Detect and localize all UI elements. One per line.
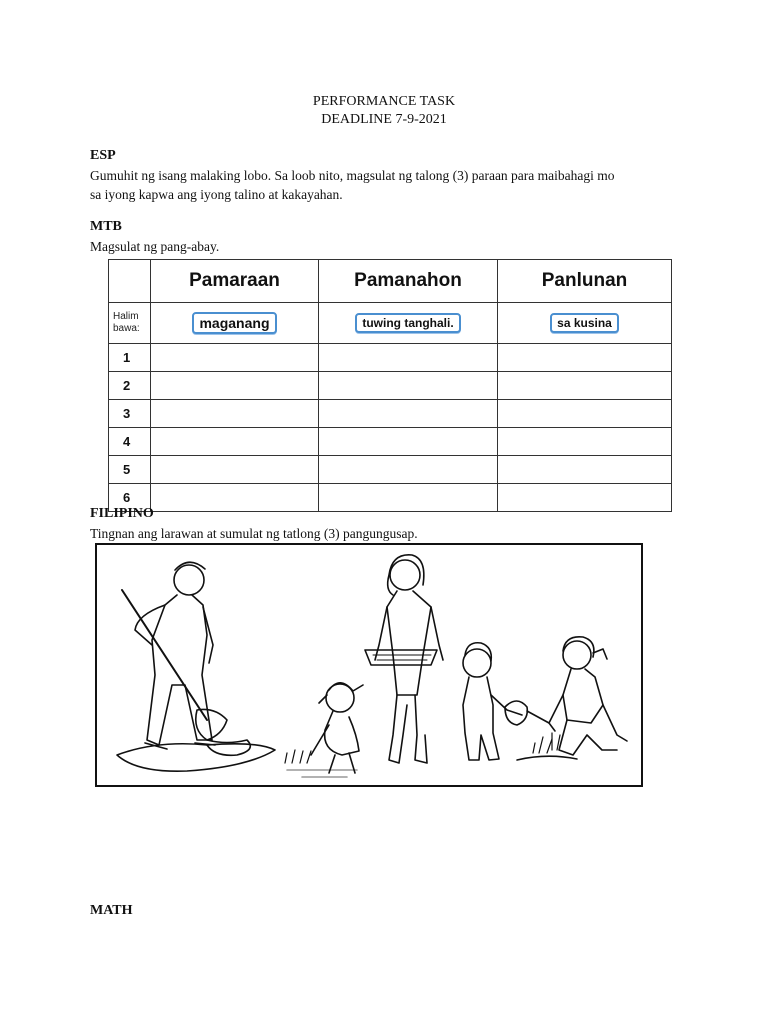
answer-cell[interactable]: [319, 428, 498, 456]
example-label: [109, 303, 151, 344]
table-row: [109, 344, 672, 372]
answer-cell[interactable]: [151, 428, 319, 456]
answer-cell[interactable]: [319, 484, 498, 512]
example-cell: [498, 303, 672, 344]
esp-heading: ESP: [90, 148, 116, 163]
boy-watering-figure: [463, 643, 560, 760]
answer-cell[interactable]: [319, 400, 498, 428]
girl-crouching-figure: [533, 637, 627, 755]
table-row: [109, 456, 672, 484]
mtb-heading: MTB: [90, 219, 122, 234]
table-corner-cell: [109, 260, 151, 303]
answer-cell[interactable]: [498, 456, 672, 484]
row-number: 5: [109, 456, 151, 484]
example-word: maganang: [192, 312, 276, 334]
row-number: 6: [109, 484, 151, 512]
answer-cell[interactable]: [151, 344, 319, 372]
esp-instruction: [90, 166, 690, 204]
table-header-row: [109, 260, 672, 303]
row-number: 1: [109, 344, 151, 372]
row-number: 3: [109, 400, 151, 428]
example-word: sa kusina: [550, 313, 619, 333]
column-header: Pamanahon: [319, 260, 498, 303]
example-cell: [319, 303, 498, 344]
column-header: Panlunan: [498, 260, 672, 303]
example-label-line2: bawa:: [113, 323, 140, 334]
family-gardening-illustration: [95, 543, 643, 787]
adverb-table: [108, 259, 671, 505]
ground-line: [517, 756, 577, 760]
father-figure: [122, 562, 250, 755]
answer-cell[interactable]: [319, 344, 498, 372]
illustration-svg: [97, 545, 640, 784]
dirt-mound: [117, 744, 275, 771]
filipino-instruction: Tingnan ang larawan at sumulat ng tatlong (3) pangungusap.: [90, 526, 418, 541]
mother-figure: [365, 555, 443, 763]
example-word: tuwing tanghali.: [355, 313, 460, 333]
row-number: 4: [109, 428, 151, 456]
answer-cell[interactable]: [151, 372, 319, 400]
mtb-instruction: Magsulat ng pang-abay.: [90, 239, 220, 254]
table-row: [109, 428, 672, 456]
table-row: [109, 400, 672, 428]
table-row: [109, 372, 672, 400]
example-label-line1: Halim: [113, 311, 139, 322]
column-header: Pamaraan: [151, 260, 319, 303]
answer-cell[interactable]: [498, 400, 672, 428]
answer-cell[interactable]: [319, 372, 498, 400]
answer-cell[interactable]: [151, 456, 319, 484]
ground-line: [287, 770, 357, 777]
row-number: 2: [109, 372, 151, 400]
answer-cell[interactable]: [151, 400, 319, 428]
answer-cell[interactable]: [498, 428, 672, 456]
esp-instruction-line1: Gumuhit ng isang malaking lobo. Sa loob nito, magsulat ng talong (3) paraan para maibahagi mo: [90, 168, 615, 183]
girl-planting-figure: [285, 683, 363, 773]
deadline: DEADLINE 7-9-2021: [321, 112, 447, 127]
example-cell: [151, 303, 319, 344]
math-heading: MATH: [90, 903, 133, 918]
answer-cell[interactable]: [319, 456, 498, 484]
table-row: [109, 484, 672, 512]
answer-cell[interactable]: [498, 484, 672, 512]
example-row: [109, 303, 672, 344]
filipino-heading: FILIPINO: [90, 506, 154, 521]
answer-cell[interactable]: [498, 344, 672, 372]
answer-cell[interactable]: [151, 484, 319, 512]
answer-cell[interactable]: [498, 372, 672, 400]
page-title: PERFORMANCE TASK: [312, 94, 456, 109]
esp-instruction-line2: sa iyong kapwa ang iyong talino at kakayahan.: [90, 187, 343, 202]
